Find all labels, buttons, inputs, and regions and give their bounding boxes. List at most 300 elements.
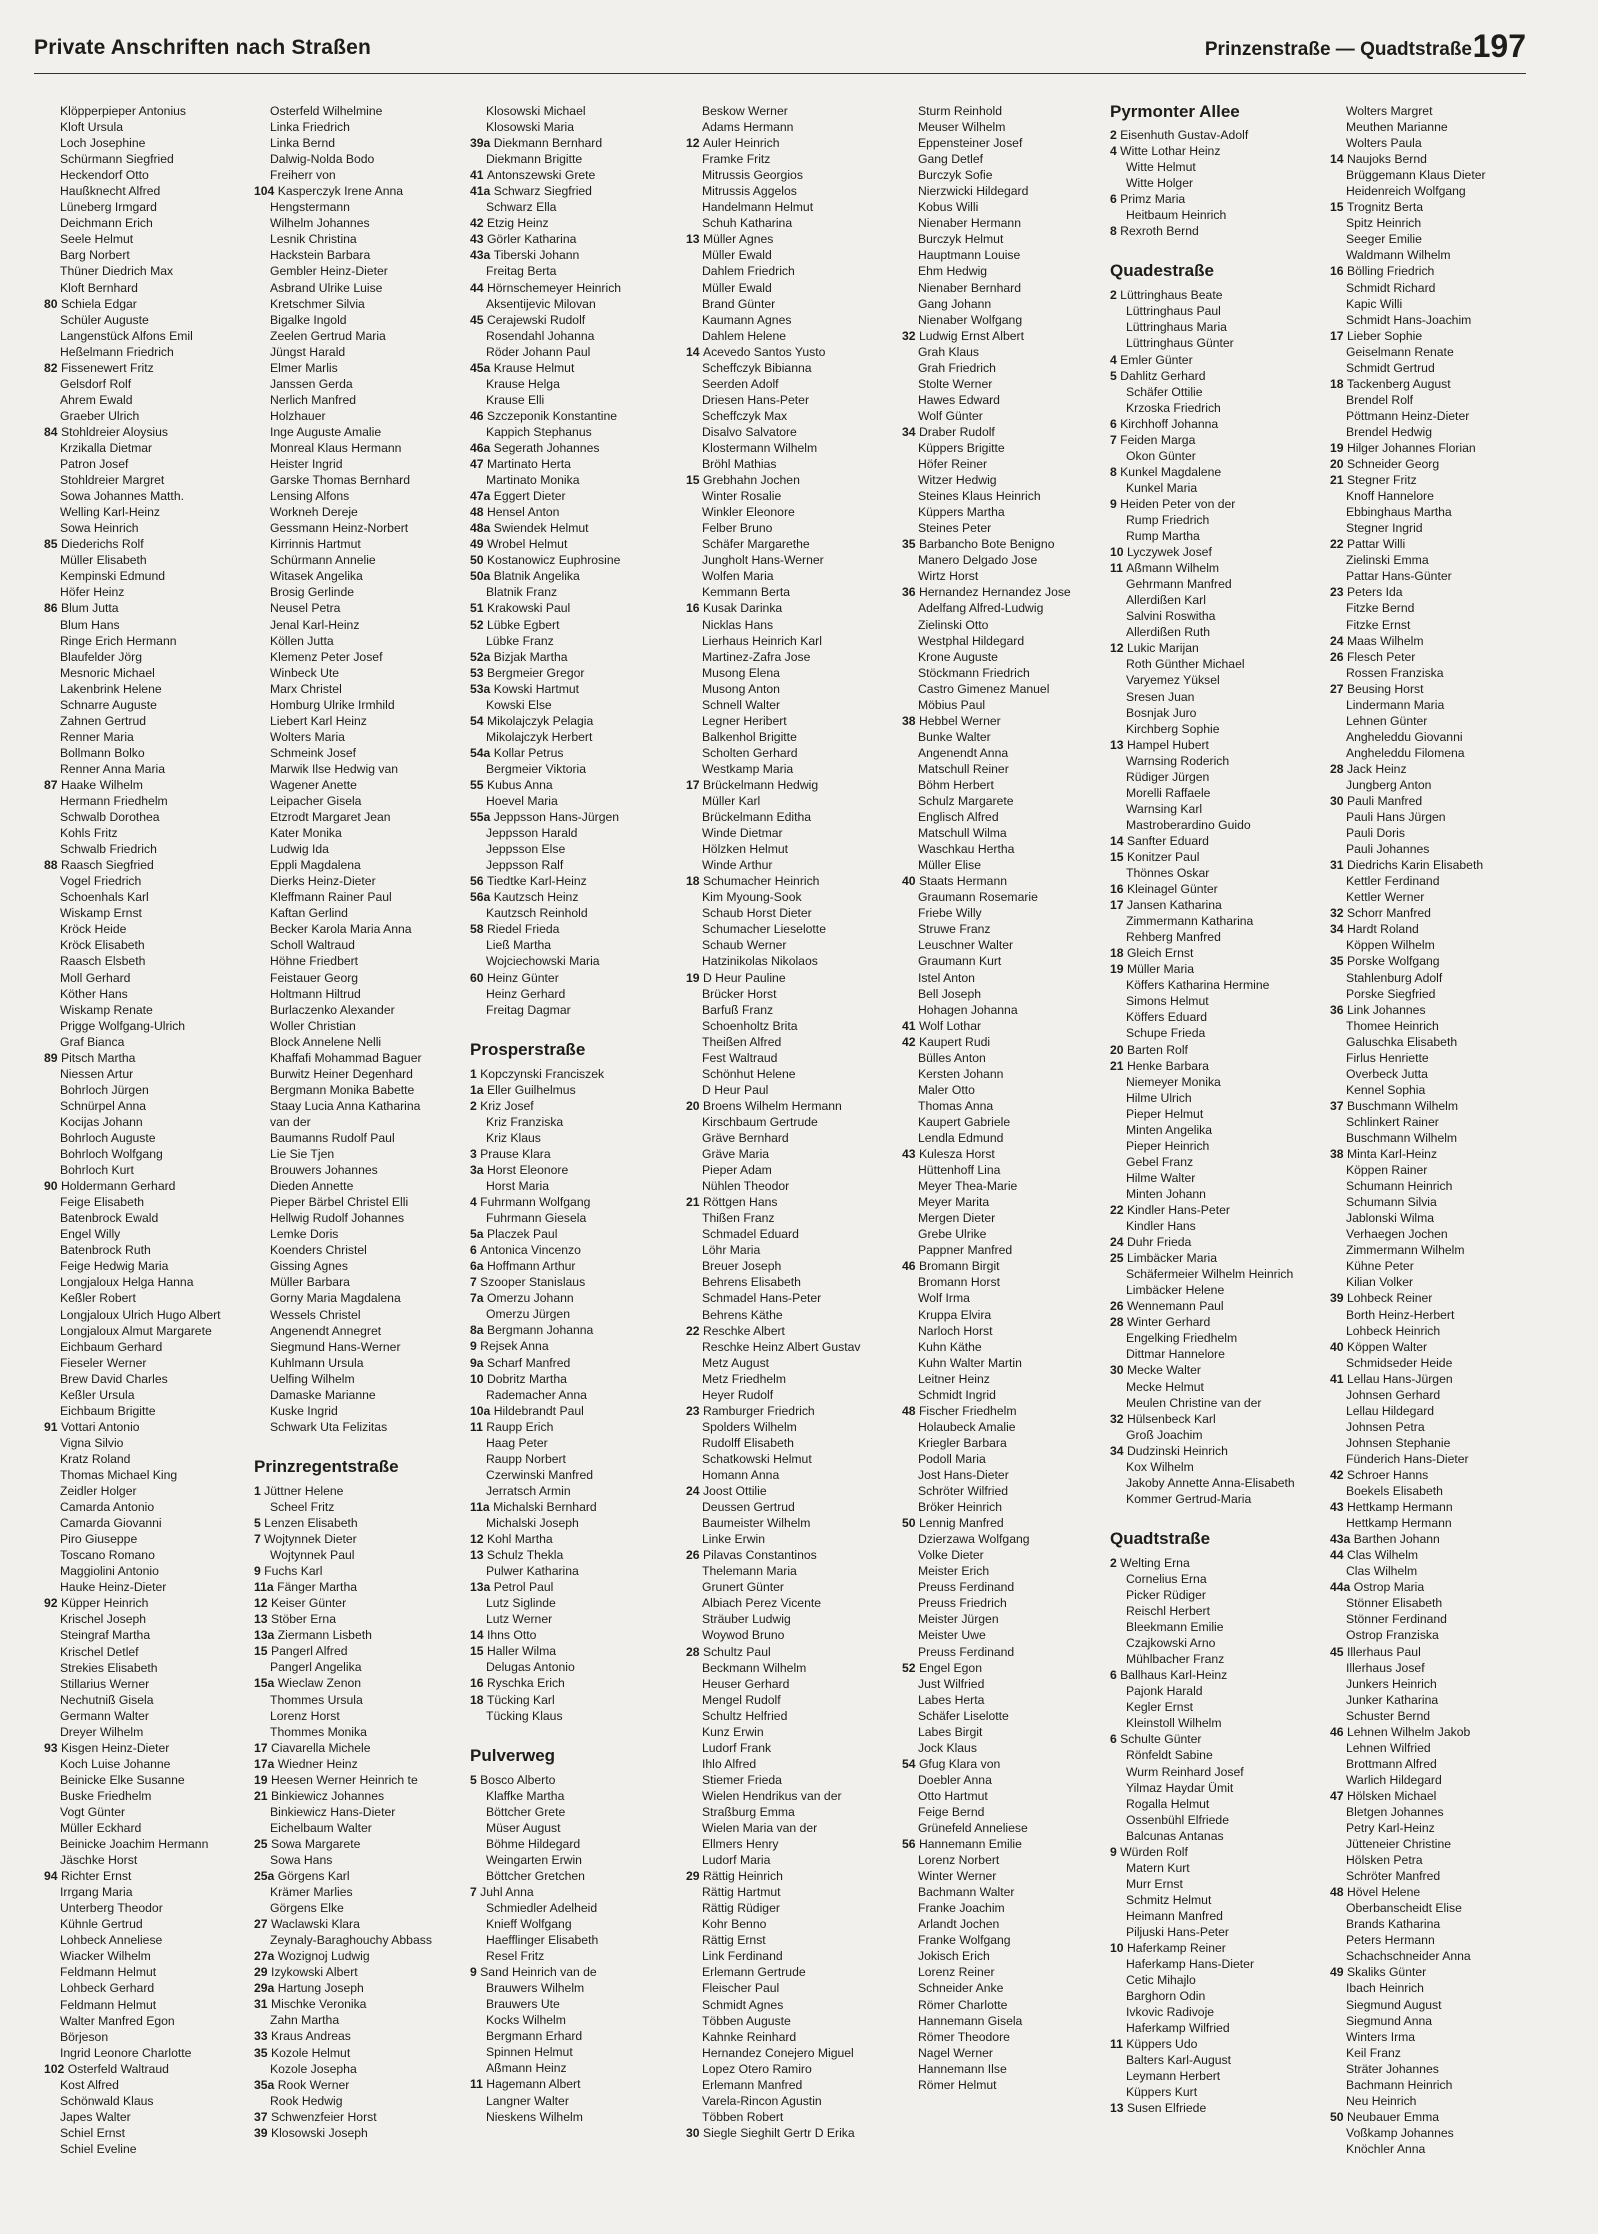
resident-entry <box>1110 432 1320 448</box>
resident-entry <box>470 1338 680 1354</box>
resident-entry: Seerden Adolf <box>702 376 779 391</box>
resident-entry: Meister Jürgen <box>918 1612 999 1627</box>
resident-name: Fänger Martha <box>277 1580 357 1595</box>
resident-entry <box>902 1018 1112 1034</box>
resident-entry: Koch Luise Johanne <box>60 1756 171 1771</box>
resident-name: Gleich Ernst <box>1126 946 1194 961</box>
resident-entry <box>686 344 896 360</box>
resident-entry <box>470 1499 680 1515</box>
resident-entry: Gang Johann <box>918 296 992 311</box>
resident-entry <box>902 1258 1112 1274</box>
resident-name: Dudzinski Heinrich <box>1126 1443 1228 1458</box>
resident-entry: Klöpperpieper Antonius <box>60 104 187 118</box>
resident-name: Brückelmann Hedwig <box>702 777 819 792</box>
resident-entry: Varela-Rincon Agustin <box>702 2093 822 2108</box>
resident-entry: Krzikalla Dietmar <box>60 440 153 455</box>
house-number: 17a <box>254 1756 278 1771</box>
resident-name: Limbäcker Maria <box>1126 1251 1218 1266</box>
resident-entry: Rättig Ernst <box>702 1933 766 1948</box>
resident-name: Michalski Bernhard <box>493 1499 597 1514</box>
resident-name: Hagemann Albert <box>486 2077 581 2092</box>
house-number: 15 <box>686 473 703 488</box>
resident-entry: Limbäcker Helene <box>1126 1283 1225 1298</box>
resident-entry: Burwitz Heiner Degenhard <box>270 1066 413 1081</box>
house-number: 8 <box>1110 224 1121 239</box>
resident-entry <box>470 1643 680 1659</box>
resident-entry: Hengstermann <box>270 200 350 215</box>
resident-entry: Straßburg Emma <box>702 1804 795 1819</box>
resident-entry: Omerzu Jürgen <box>486 1307 570 1322</box>
resident-entry: Raupp Norbert <box>486 1451 566 1466</box>
resident-entry: Manero Delgado Jose <box>918 553 1038 568</box>
resident-entry <box>1330 328 1540 344</box>
resident-entry <box>1330 953 1540 969</box>
resident-entry <box>470 921 680 937</box>
resident-entry: Grunert Günter <box>702 1580 784 1595</box>
resident-entry <box>902 1756 1112 1772</box>
resident-name: Köppen Walter <box>1346 1339 1428 1354</box>
resident-entry: Schäfer Ottilie <box>1126 384 1203 399</box>
resident-name: Klosowski Joseph <box>270 2125 368 2140</box>
resident-entry: Schnell Walter <box>702 697 781 712</box>
resident-entry <box>470 1242 680 1258</box>
resident-entry: Schuster Bernd <box>1346 1708 1431 1723</box>
resident-entry: Wolters Maria <box>270 729 345 744</box>
house-number: 55a <box>470 810 494 825</box>
resident-name: Grebhahn Jochen <box>702 473 800 488</box>
resident-entry: Jeppsson Ralf <box>486 858 564 873</box>
resident-entry <box>1330 905 1540 921</box>
house-number: 6 <box>1110 1732 1121 1747</box>
resident-entry: Staay Lucia Anna Katharina <box>270 1098 421 1113</box>
resident-entry: Fest Waltraud <box>702 1050 778 1065</box>
house-number: 43a <box>470 248 494 263</box>
resident-name: Horst Eleonore <box>486 1162 569 1177</box>
column-7 <box>1330 103 1540 2157</box>
resident-name: Schulz Thekla <box>486 1548 564 1563</box>
resident-entry: Köllen Jutta <box>270 633 334 648</box>
resident-entry: Jungholt Hans-Werner <box>702 553 824 568</box>
resident-entry: Angheleddu Giovanni <box>1346 729 1463 744</box>
resident-entry: Monreal Klaus Hermann <box>270 440 402 455</box>
resident-entry: Osterfeld Wilhelmine <box>270 104 383 118</box>
house-number: 25 <box>1110 1251 1127 1266</box>
resident-entry: Römer Charlotte <box>918 1997 1008 2012</box>
resident-name: Blum Jutta <box>60 601 119 616</box>
house-number: 13 <box>470 1548 487 1563</box>
resident-entry: Zielinski Otto <box>918 617 989 632</box>
resident-entry: Blaufelder Jörg <box>60 649 142 664</box>
house-number: 45 <box>470 312 487 327</box>
resident-entry: Schumacher Lieselotte <box>702 922 826 937</box>
resident-entry: Kennel Sophia <box>1346 1082 1426 1097</box>
resident-entry: Sturm Reinhold <box>918 104 1002 118</box>
resident-entry <box>1110 1411 1320 1427</box>
resident-name: Haake Wilhelm <box>60 777 143 792</box>
resident-entry: Schoenhals Karl <box>60 890 149 905</box>
resident-name: Görgens Karl <box>277 1869 350 1884</box>
house-number: 51 <box>470 601 487 616</box>
resident-entry: Mesnoric Michael <box>60 665 155 680</box>
resident-entry: Binkiewicz Hans-Dieter <box>270 1804 396 1819</box>
resident-entry: Cornelius Erna <box>1126 1571 1207 1586</box>
resident-entry <box>686 135 896 151</box>
resident-entry <box>254 1643 464 1659</box>
resident-entry: Krause Elli <box>486 392 545 407</box>
resident-entry <box>686 970 896 986</box>
resident-entry: Baumeister Wilhelm <box>702 1516 811 1531</box>
resident-entry <box>1330 1964 1540 1980</box>
house-number: 5a <box>470 1227 487 1242</box>
resident-entry: Ihlo Alfred <box>702 1756 757 1771</box>
resident-name: Petrol Paul <box>493 1580 554 1595</box>
house-number: 9 <box>470 1965 481 1980</box>
resident-entry: Ringe Erich Hermann <box>60 633 177 648</box>
resident-entry: Franke Joachim <box>918 1901 1005 1916</box>
resident-entry: Mitrussis Georgios <box>702 168 803 183</box>
resident-entry: Höfer Heinz <box>60 585 125 600</box>
house-number: 21 <box>1330 473 1347 488</box>
resident-entry: Schulz Margarete <box>918 794 1014 809</box>
resident-entry <box>470 1258 680 1274</box>
resident-entry: Börjeson <box>60 2029 109 2044</box>
house-number: 46a <box>470 440 494 455</box>
house-number: 80 <box>44 296 61 311</box>
resident-entry: Doebler Anna <box>918 1772 992 1787</box>
resident-entry: Kuske Ingrid <box>270 1403 338 1418</box>
resident-name: Hövel Helene <box>1346 1885 1421 1900</box>
resident-entry: Kowski Else <box>486 697 552 712</box>
resident-name: Buschmann Wilhelm <box>1346 1098 1459 1113</box>
resident-entry: Scholl Waltraud <box>270 938 355 953</box>
resident-entry: Galuschka Elisabeth <box>1346 1034 1458 1049</box>
resident-entry: Jäschke Horst <box>60 1853 138 1868</box>
resident-name: Kopczynski Franciszek <box>480 1066 605 1081</box>
resident-name: Emler Günter <box>1120 352 1193 367</box>
house-number: 6a <box>470 1259 487 1274</box>
resident-entry: Lorenz Norbert <box>918 1853 1000 1868</box>
resident-entry <box>1110 945 1320 961</box>
resident-entry: Kox Wilhelm <box>1126 1459 1194 1474</box>
resident-entry: Volke Dieter <box>918 1548 984 1563</box>
resident-entry: Fitzke Bernd <box>1346 601 1415 616</box>
resident-entry: Jenal Karl-Heinz <box>270 617 360 632</box>
resident-entry: Kuhlmann Ursula <box>270 1355 364 1370</box>
resident-entry: Stiemer Frieda <box>702 1772 782 1787</box>
resident-entry: Dierks Heinz-Dieter <box>270 874 376 889</box>
resident-entry <box>1330 857 1540 873</box>
resident-name: Kisgen Heinz-Dieter <box>60 1740 170 1755</box>
resident-entry: van der <box>270 1114 311 1129</box>
resident-entry: Diekmann Brigitte <box>486 152 583 167</box>
house-number: 27 <box>1330 681 1347 696</box>
resident-entry: Leuschner Walter <box>918 938 1014 953</box>
resident-name: Rexroth Bernd <box>1120 224 1199 239</box>
resident-name: Müller Agnes <box>702 232 774 247</box>
resident-entry: Schmidt Gertrud <box>1346 360 1435 375</box>
house-number: 88 <box>44 858 61 873</box>
resident-entry <box>470 504 680 520</box>
resident-entry: Meuser Wilhelm <box>918 120 1006 135</box>
house-number: 32 <box>1330 906 1347 921</box>
house-number: 11 <box>470 1419 487 1434</box>
house-number: 48 <box>1330 1885 1347 1900</box>
resident-entry <box>254 1980 464 1996</box>
resident-entry: Legner Heribert <box>702 713 787 728</box>
resident-entry: Jüngst Harald <box>270 344 346 359</box>
resident-entry: Schwalb Dorothea <box>60 810 160 825</box>
resident-entry <box>1330 633 1540 649</box>
house-number: 32 <box>902 328 919 343</box>
resident-name: Gfug Klara von <box>918 1756 1001 1771</box>
resident-entry <box>470 312 680 328</box>
resident-entry <box>470 1098 680 1114</box>
resident-entry: Thelemann Maria <box>702 1564 797 1579</box>
resident-entry: Ludwig Ida <box>270 842 329 857</box>
resident-entry: Renner Maria <box>60 729 134 744</box>
resident-entry: Homann Anna <box>702 1467 780 1482</box>
resident-name: Ziermann Lisbeth <box>277 1628 372 1643</box>
resident-entry <box>44 296 254 312</box>
resident-name: Bromann Birgit <box>918 1259 1000 1274</box>
resident-entry: Camarda Giovanni <box>60 1516 162 1531</box>
resident-entry: Hoevel Maria <box>486 794 558 809</box>
resident-entry: Otto Hartmut <box>918 1788 988 1803</box>
resident-entry: Schmidseder Heide <box>1346 1355 1453 1370</box>
resident-name: Ludwig Ernst Albert <box>918 328 1024 343</box>
resident-entry: Garske Thomas Bernhard <box>270 473 410 488</box>
resident-entry: Schoenholtz Brita <box>702 1018 798 1033</box>
resident-entry <box>470 1371 680 1387</box>
resident-entry: Haferkamp Hans-Dieter <box>1126 1957 1255 1972</box>
resident-name: Susen Elfriede <box>1126 2101 1207 2116</box>
house-number: 13 <box>254 1612 271 1627</box>
resident-entry: Höfer Reiner <box>918 457 988 472</box>
resident-name: Martinato Herta <box>486 457 571 472</box>
resident-entry: Scholten Gerhard <box>702 745 798 760</box>
resident-entry: Haußknecht Alfred <box>60 184 161 199</box>
resident-entry: Martinez-Zafra Jose <box>702 649 811 664</box>
resident-entry: Walter Manfred Egon <box>60 2013 175 2028</box>
resident-entry: Schmadel Hans-Peter <box>702 1291 822 1306</box>
resident-entry <box>686 1483 896 1499</box>
resident-entry: Heßelmann Friedrich <box>60 344 174 359</box>
resident-entry: Klemenz Peter Josef <box>270 649 383 664</box>
resident-name: Ryschka Erich <box>486 1676 565 1691</box>
house-number: 35 <box>254 2045 271 2060</box>
resident-name: Riedel Frieda <box>486 922 560 937</box>
resident-entry <box>1330 1884 1540 1900</box>
resident-entry: Keßler Ursula <box>60 1387 135 1402</box>
resident-entry <box>1110 897 1320 913</box>
resident-entry: Linka Bernd <box>270 136 336 151</box>
house-number: 15 <box>1330 200 1347 215</box>
resident-name: Henke Barbara <box>1126 1058 1209 1073</box>
house-number: 14 <box>470 1628 487 1643</box>
resident-entry <box>470 360 680 376</box>
resident-entry: Winbeck Ute <box>270 665 340 680</box>
house-number: 6 <box>470 1243 481 1258</box>
resident-entry: Horst Maria <box>486 1179 549 1193</box>
resident-entry <box>1330 1579 1540 1595</box>
house-number: 50 <box>1330 2109 1347 2124</box>
resident-entry: Kohr Benno <box>702 1917 767 1932</box>
resident-entry: Böttcher Gretchen <box>486 1868 585 1883</box>
resident-entry: Scheffczyk Bibianna <box>702 360 812 375</box>
house-number: 12 <box>686 136 703 151</box>
resident-entry: Böhm Herbert <box>918 777 994 792</box>
resident-name: Tackenberg August <box>1346 376 1451 391</box>
resident-name: Eisenhuth Gustav-Adolf <box>1120 128 1249 142</box>
resident-entry: Steingraf Martha <box>60 1628 151 1643</box>
resident-entry: Cetic Mihajlo <box>1126 1973 1196 1988</box>
resident-entry: Heimann Manfred <box>1126 1908 1223 1923</box>
resident-name: Jack Heinz <box>1346 761 1407 776</box>
resident-entry: Schupe Frieda <box>1126 1026 1206 1041</box>
house-number: 33 <box>254 2029 271 2044</box>
resident-entry: Müller Elisabeth <box>60 553 147 568</box>
resident-entry: Engel Willy <box>60 1227 121 1242</box>
house-number: 36 <box>1330 1002 1347 1017</box>
resident-entry <box>254 1740 464 1756</box>
resident-entry: Brückelmann Editha <box>702 810 812 825</box>
house-number: 13 <box>686 232 703 247</box>
resident-entry: Angheleddu Filomena <box>1346 745 1465 760</box>
resident-entry: Westphal Hildegard <box>918 633 1025 648</box>
house-number: 16 <box>686 601 703 616</box>
house-number: 4 <box>1110 352 1121 367</box>
resident-entry: Holaubeck Amalie <box>918 1419 1016 1434</box>
resident-name: Sanfter Eduard <box>1126 833 1209 848</box>
resident-entry: Pieper Heinrich <box>1126 1138 1210 1153</box>
resident-entry <box>1110 737 1320 753</box>
resident-entry: Nechutniß Gisela <box>60 1692 154 1707</box>
house-number: 25 <box>254 1836 271 1851</box>
resident-entry: Barfuß Franz <box>702 1002 774 1017</box>
resident-entry: Hauke Heinz-Dieter <box>60 1580 167 1595</box>
street-heading: Prosperstraße <box>470 1039 586 1059</box>
resident-entry <box>470 1531 680 1547</box>
resident-entry <box>1110 496 1320 512</box>
resident-entry <box>470 1772 680 1788</box>
resident-entry <box>686 873 896 889</box>
resident-entry <box>254 1675 464 1691</box>
resident-name: Heinz Günter <box>486 970 559 985</box>
resident-entry: Wurm Reinhard Josef <box>1126 1764 1244 1779</box>
resident-entry: Kleffmann Rainer Paul <box>270 890 392 905</box>
resident-name: Kostanowicz Euphrosine <box>486 553 621 568</box>
resident-entry: Just Wilfried <box>918 1676 985 1691</box>
resident-entry: Maler Otto <box>918 1082 975 1097</box>
resident-name: Hardt Roland <box>1346 922 1419 937</box>
resident-entry: Castro Gimenez Manuel <box>918 681 1050 696</box>
house-number: 34 <box>1110 1443 1127 1458</box>
resident-entry: Kretschmer Silvia <box>270 296 365 311</box>
resident-name: Wozignoj Ludwig <box>277 1949 370 1964</box>
resident-entry: Köffers Katharina Hermine <box>1126 978 1270 993</box>
resident-entry <box>1110 881 1320 897</box>
resident-entry <box>686 1194 896 1210</box>
resident-entry <box>470 1066 680 1082</box>
resident-name: Kollar Petrus <box>493 745 564 760</box>
resident-name: Pattar Willi <box>1346 537 1406 552</box>
house-number: 6 <box>1110 1668 1121 1683</box>
resident-entry: Behrens Käthe <box>702 1307 783 1322</box>
resident-entry <box>470 600 680 616</box>
resident-entry: Unterberg Theodor <box>60 1901 163 1916</box>
resident-entry: Ludorf Maria <box>702 1853 771 1868</box>
resident-entry: Többen Robert <box>702 2109 784 2124</box>
resident-name: Bergmeier Gregor <box>486 665 585 680</box>
resident-name: Aßmann Wilhelm <box>1126 561 1220 576</box>
house-number: 46 <box>1330 1724 1347 1739</box>
resident-name: Wolf Lothar <box>918 1018 982 1033</box>
resident-name: Jüttner Helene <box>264 1483 344 1498</box>
resident-entry: Rogalla Helmut <box>1126 1796 1210 1811</box>
resident-entry <box>902 1836 1112 1852</box>
resident-entry: Schröter Wilfried <box>918 1484 1009 1499</box>
resident-name: Wiedner Heinz <box>277 1756 358 1771</box>
resident-name: Dahlitz Gerhard <box>1120 368 1206 383</box>
resident-entry: Martinato Monika <box>486 473 580 488</box>
resident-entry: Schäfermeier Wilhelm Heinrich <box>1126 1267 1294 1282</box>
house-number: 5 <box>1110 368 1121 383</box>
resident-entry: Longjaloux Ulrich Hugo Albert <box>60 1307 221 1322</box>
resident-entry: Kim Myoung-Sook <box>702 890 802 905</box>
house-number: 45 <box>1330 1644 1347 1659</box>
resident-name: Müller Maria <box>1126 962 1194 977</box>
resident-name: Skaliks Günter <box>1346 1965 1427 1980</box>
resident-entry: Okon Günter <box>1126 448 1196 463</box>
resident-entry: Khaffafi Mohammad Baguer <box>270 1050 422 1065</box>
resident-entry <box>1330 793 1540 809</box>
resident-entry <box>1110 2036 1320 2052</box>
resident-entry: Pajonk Harald <box>1126 1684 1203 1699</box>
resident-entry: Spolders Wilhelm <box>702 1419 797 1434</box>
resident-entry: Wiacker Wilhelm <box>60 1949 151 1964</box>
resident-entry: Mitrussis Aggelos <box>702 184 797 199</box>
resident-entry: Damaske Marianne <box>270 1387 376 1402</box>
resident-name: Omerzu Johann <box>486 1291 574 1306</box>
resident-entry: Reschke Heinz Albert Gustav <box>702 1339 861 1354</box>
house-number: 30 <box>1110 1363 1127 1378</box>
house-number: 11 <box>1110 561 1127 576</box>
resident-entry <box>470 215 680 231</box>
resident-entry <box>1330 199 1540 215</box>
resident-entry: Gang Detlef <box>918 152 984 167</box>
resident-entry: Burczyk Helmut <box>918 232 1004 247</box>
resident-entry: Müller Karl <box>702 794 761 809</box>
resident-entry: Barg Norbert <box>60 248 130 263</box>
house-number: 20 <box>1110 1042 1127 1057</box>
resident-entry <box>470 167 680 183</box>
house-number: 17 <box>254 1740 271 1755</box>
house-number: 41 <box>902 1018 919 1033</box>
resident-entry: Lesnik Christina <box>270 232 357 247</box>
resident-entry: Brands Katharina <box>1346 1917 1441 1932</box>
resident-entry: Brosig Gerlinde <box>270 585 354 600</box>
resident-entry: Schumann Silvia <box>1346 1195 1437 1210</box>
house-number: 52a <box>470 649 494 664</box>
resident-entry: Morelli Raffaele <box>1126 785 1211 800</box>
resident-name: Schroer Hanns <box>1346 1467 1429 1482</box>
resident-entry <box>902 328 1112 344</box>
resident-name: Winter Gerhard <box>1126 1315 1211 1330</box>
resident-name: Stegner Fritz <box>1346 473 1417 488</box>
resident-entry <box>254 1611 464 1627</box>
resident-entry: Schönhut Helene <box>702 1066 796 1081</box>
resident-entry <box>902 873 1112 889</box>
